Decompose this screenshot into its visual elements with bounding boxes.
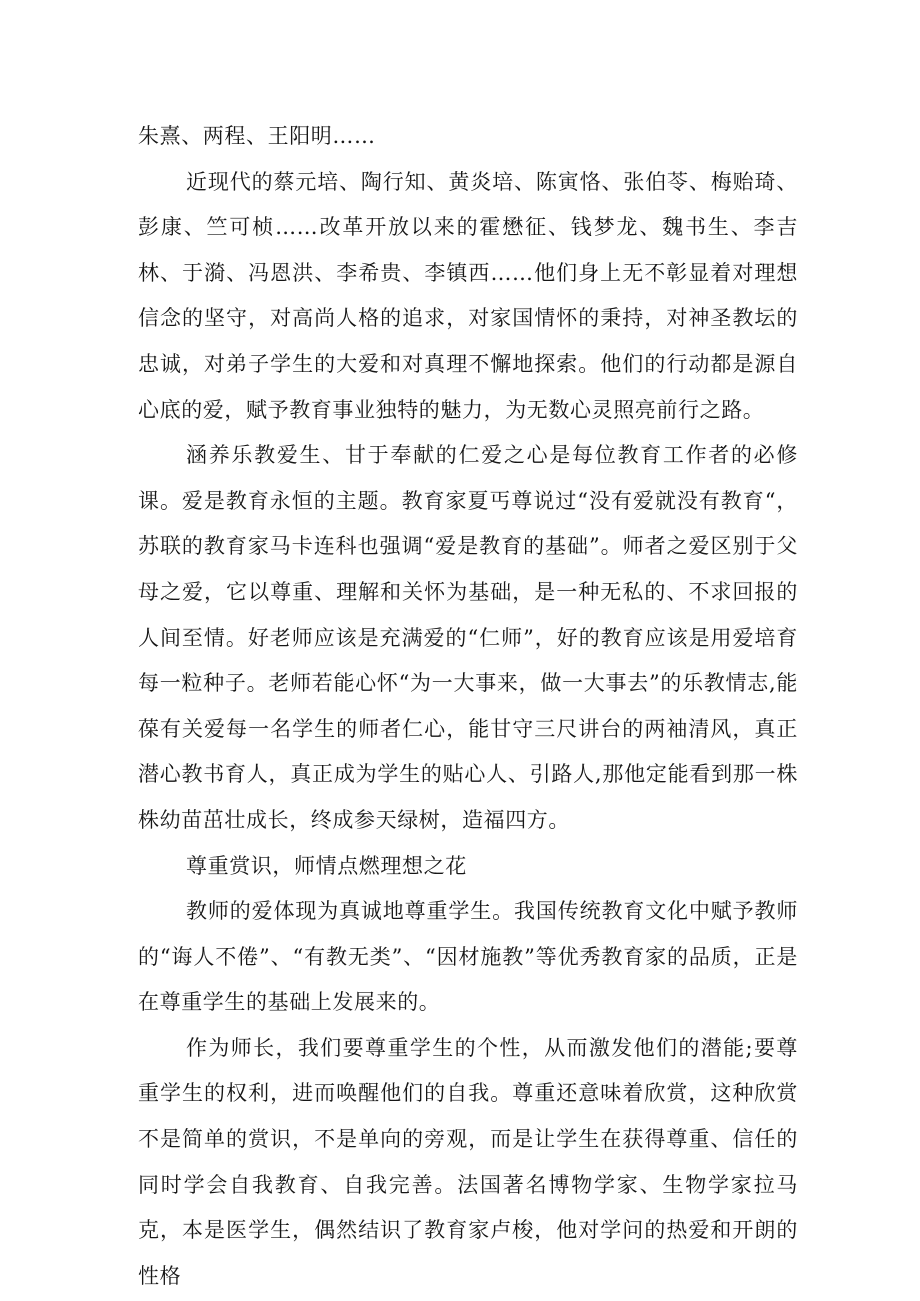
paragraph-respect-students: 教师的爱体现为真诚地尊重学生。我国传统教育文化中赋予教师的“诲人不倦”、“有教无类”、“因材施教”等优秀教育家的品质，正是在尊重学生的基础上发展来的。 [138,899,798,1015]
paragraph-continuation: 朱熹、两程、王阳明…… [138,124,376,148]
paragraph-educators-modern: 近现代的蔡元培、陶行知、黄炎培、陈寅恪、张伯苓、梅贻琦、彭康、竺可桢……改革开放以来的霍懋征、钱梦龙、魏书生、李吉林、于漪、冯恩洪、李希贵、李镇西……他们身上无不彰显着对理想信念的坚守，对高尚人格的追求，对家国情怀的秉持，对神圣教坛的忠诚，对弟子学生的大爱和对真理不懈地探索。他们的行动都是源自心底的爱，赋予教育事业独特的魅力，为无数心灵照亮前行之路。 [138,169,798,422]
paragraph-love-education: 涵养乐教爱生、甘于奉献的仁爱之心是每位教育工作者的必修课。爱是教育永恒的主题。教育家夏丐尊说过“没有爱就没有教育“，苏联的教育家马卡连科也强调“爱是教育的基础”。师者之爱区别于父母之爱，它以尊重、理解和关怀为基础，是一种无私的、不求回报的人间至情。好老师应该是充满爱的“仁师”，好的教育应该是用爱培育每一粒种子。老师若能心怀“为一大事来，做一大事去”的乐教情志,能葆有关爱每一名学生的师者仁心，能甘守三尺讲台的两袖清风，真正潜心教书育人，真正成为学生的贴心人、引路人,那他定能看到那一株株幼苗茁壮成长，终成参天绿树，造福四方。 [138,443,798,832]
section-heading: 尊重赏识，师情点燃理想之花 [186,853,467,878]
paragraph-respect-personality: 作为师长，我们要尊重学生的个性，从而激发他们的潜能;要尊重学生的权利，进而唤醒他们的自我。尊重还意味着欣赏，这种欣赏不是简单的赏识，不是单向的旁观，而是让学生在获得尊重、信任的同时学会自我教育、自我完善。法国著名博物学家、生物学家拉马克，本是医学生，偶然结识了教育家卢梭，他对学问的热爱和开朗的性格 [138,1035,798,1288]
document-body [138,114,798,1299]
